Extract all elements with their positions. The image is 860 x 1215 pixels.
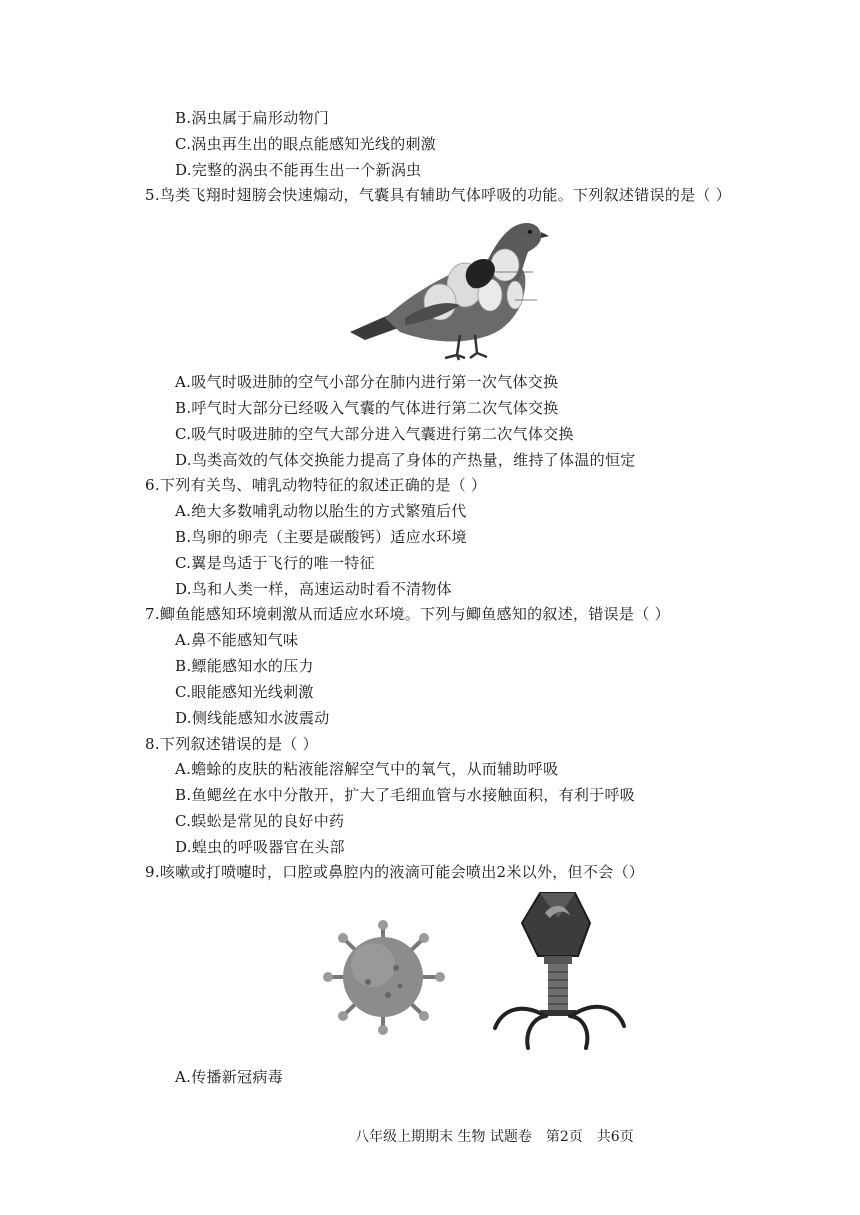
q8-option-d: D.蝗虫的呼吸器官在头部 <box>175 838 345 856</box>
q6-option-d: D.鸟和人类一样，高速运动时看不清物体 <box>175 580 452 598</box>
q4-option-d: D.完整的涡虫不能再生出一个新涡虫 <box>175 161 422 179</box>
q8-stem: 8.下列叙述错误的是（ ） <box>145 735 318 753</box>
q6-option-b: B.鸟卵的卵壳（主要是碳酸钙）适应水环境 <box>175 528 467 546</box>
q8-option-b: B.鱼鳃丝在水中分散开，扩大了毛细血管与水接触面积，有利于呼吸 <box>175 786 636 804</box>
q7-option-c: C.眼能感知光线刺激 <box>175 683 314 701</box>
q5-stem: 5.鸟类飞翔时翅膀会快速煽动，气囊具有辅助气体呼吸的功能。下列叙述错误的是（ ） <box>145 186 732 204</box>
q7-option-a: A.鼻不能感知气味 <box>175 631 299 649</box>
q7-stem: 7.鲫鱼能感知环境刺激从而适应水环境。下列与鲫鱼感知的叙述，错误是（ ） <box>145 605 670 623</box>
coronavirus-illustration <box>318 920 448 1035</box>
q4-option-b: B.涡虫属于扁形动物门 <box>175 109 330 127</box>
q9-stem: 9.咳嗽或打喷嚏时，口腔或鼻腔内的液滴可能会喷出2米以外，但不会（） <box>145 863 645 881</box>
page-footer: 八年级上期期末 生物 试题卷 第2页 共6页 <box>355 1129 634 1145</box>
q7-option-b: B.鳔能感知水的压力 <box>175 657 314 675</box>
q6-stem: 6.下列有关鸟、哺乳动物特征的叙述正确的是（ ） <box>145 476 487 494</box>
bacteriophage-illustration <box>490 888 630 1053</box>
q5-option-d: D.鸟类高效的气体交换能力提高了身体的产热量，维持了体温的恒定 <box>175 451 636 469</box>
q5-option-a: A.吸气时吸进肺的空气小部分在肺内进行第一次气体交换 <box>175 373 559 391</box>
q7-option-d: D.侧线能感知水波震动 <box>175 709 330 727</box>
q8-option-a: A.蟾蜍的皮肤的粘液能溶解空气中的氧气，从而辅助呼吸 <box>175 760 559 778</box>
q8-option-c: C.蜈蚣是常见的良好中药 <box>175 812 345 830</box>
pigeon-air-sac-diagram <box>345 210 550 365</box>
q5-option-c: C.吸气时吸进肺的空气大部分进入气囊进行第二次气体交换 <box>175 425 574 443</box>
q9-option-a: A.传播新冠病毒 <box>175 1068 284 1086</box>
q4-option-c: C.涡虫再生出的眼点能感知光线的刺激 <box>175 135 437 153</box>
q6-option-c: C.翼是鸟适于飞行的唯一特征 <box>175 554 375 572</box>
q5-option-b: B.呼气时大部分已经吸入气囊的气体进行第二次气体交换 <box>175 399 559 417</box>
q6-option-a: A.绝大多数哺乳动物以胎生的方式繁殖后代 <box>175 502 467 520</box>
